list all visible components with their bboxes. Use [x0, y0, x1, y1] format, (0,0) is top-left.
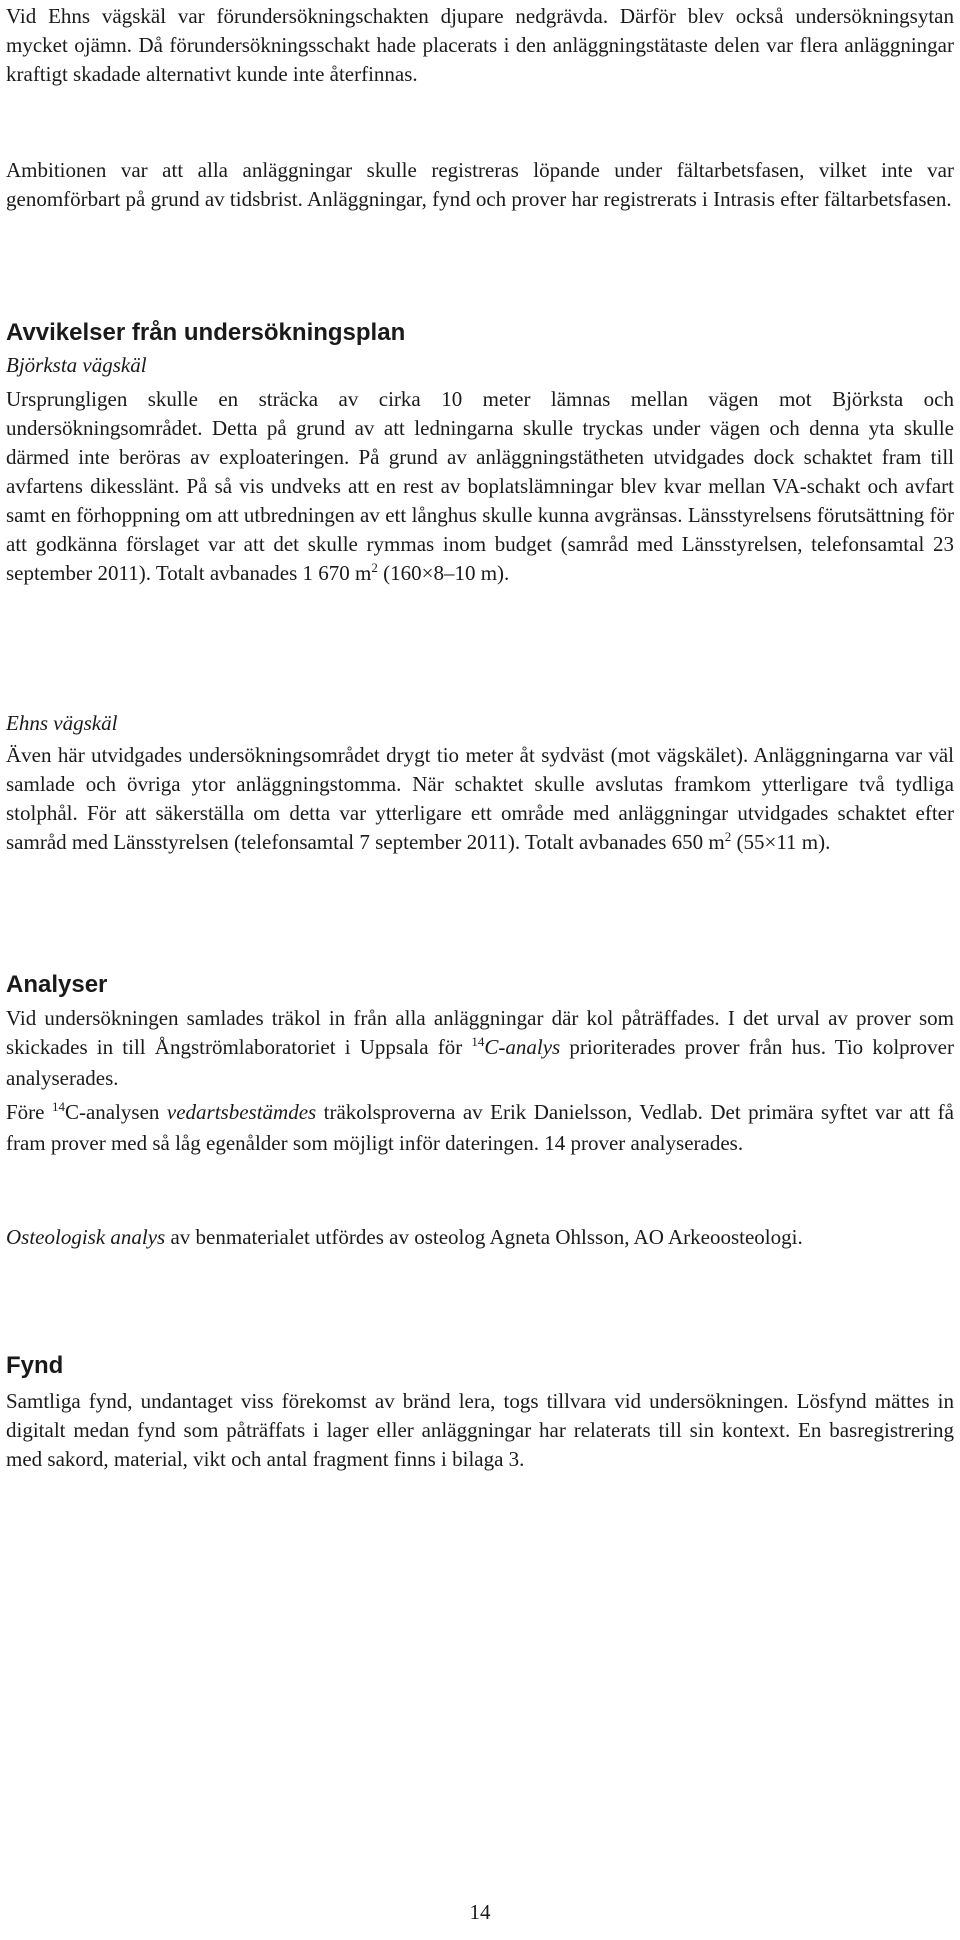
text: träkolsproverna av Erik Danielsson, Vedlab. Det primära syftet var att få fram prover med så låg egenålder som möjligt inför dateringen. 14 prover analyserades. — [6, 1100, 954, 1155]
paragraph-analyser — [6, 1004, 954, 1093]
text: Även här utvidgades undersökningsområdet drygt tio meter åt sydväst (mot vägskälet). Anläggningarna var väl samlade och övriga ytor anläggningstomma. När schaktet skulle avslutas framkom ytterligare två tydliga stolphål. För att säkerställa om detta var ytterligare ett område med anläggningar utvidgades schaktet efter samråd med Länsstyrelsen (telefonsamtal 7 september 2011). Totalt avbanades 650 m — [6, 743, 954, 854]
paragraph-bjorksta — [6, 385, 954, 590]
paragraph-osteologisk — [6, 1223, 954, 1252]
superscript: 14 — [51, 1099, 65, 1114]
text: (160×8–10 m). — [377, 561, 510, 585]
paragraph-fynd: Samtliga fynd, undantaget viss förekomst av bränd lera, togs tillvara vid undersökningen. Lösfynd mättes in digitalt medan fynd som påträffats i lager eller anläggningar har relaterats till sin kontext. En basregistrering med sakord, material, vikt och antal fragment finns i bilaga 3. — [6, 1389, 954, 1471]
emphasis: vedartsbestämdes — [166, 1100, 317, 1124]
paragraph-intro: Vid Ehns vägskäl var förundersökningschakten djupare nedgrävda. Därför blev också undersökningsytan mycket ojämn. Då förundersökningsschakt hade placerats i den anläggningstätaste delen var flera anläggningar kraftigt skadade alternativt kunde inte återfinnas. — [6, 4, 954, 86]
superscript: 2 — [724, 829, 732, 844]
emphasis: Osteologisk analys — [6, 1225, 166, 1249]
heading-fynd: Fynd — [6, 1352, 64, 1379]
subheading-ehns: Ehns vägskäl — [6, 711, 118, 735]
heading-analyser: Analyser — [6, 971, 108, 998]
text: prioriterades prover från hus. Tio kolprover analyserades. — [6, 1035, 954, 1090]
superscript: 2 — [371, 560, 378, 575]
paragraph-ehns — [6, 741, 954, 859]
paragraph-fore — [6, 1098, 954, 1158]
text: Ursprungligen skulle en sträcka av cirka 10 meter lämnas mellan vägen mot Björksta och undersökningsområdet. Detta på grund av att ledningarna skulle tryckas under vägen och denna yta skulle därmed inte beröras av exploateringen. På grund av anläggningstätheten utvidgades dock schaktet fram till avfartens dikesslänt. På så vis undveks att en rest av boplatslämningar blev kvar mellan VA-schakt och avfart samt en förhoppning om att utbredningen av ett långhus skulle kunna avgränsas. Länsstyrelsens förutsättning för att godkänna förslaget var att det skulle rymmas inom budget (samråd med Länsstyrelsen, telefonsamtal 23 september 2011). Totalt avbanades 1 670 m — [6, 387, 954, 585]
text: Vid undersökningen samlades träkol in från alla anläggningar där kol påträffades. I det urval av prover som skickades in till Ångströmlaboratoriet i Uppsala för — [6, 1006, 954, 1059]
heading-avvikelser: Avvikelser från undersökningsplan — [6, 319, 406, 346]
text: Före — [6, 1100, 52, 1124]
paragraph-ambition: Ambitionen var att alla anläggningar skulle registreras löpande under fältarbetsfasen, vilket inte var genomförbart på grund av tidsbrist. Anläggningar, fynd och prover har registrerats i Intrasis efter fältarbetsfasen. — [6, 158, 954, 211]
page-number: 14 — [469, 1900, 491, 1924]
text: (55×11 m). — [731, 830, 831, 854]
superscript: 14 — [471, 1034, 485, 1049]
text: C-analysen — [64, 1100, 167, 1124]
subheading-bjorksta: Björksta vägskäl — [6, 353, 147, 377]
emphasis: C-analys — [484, 1035, 561, 1059]
text: av benmaterialet utfördes av osteolog Agneta Ohlsson, AO Arkeoosteologi. — [165, 1225, 803, 1249]
